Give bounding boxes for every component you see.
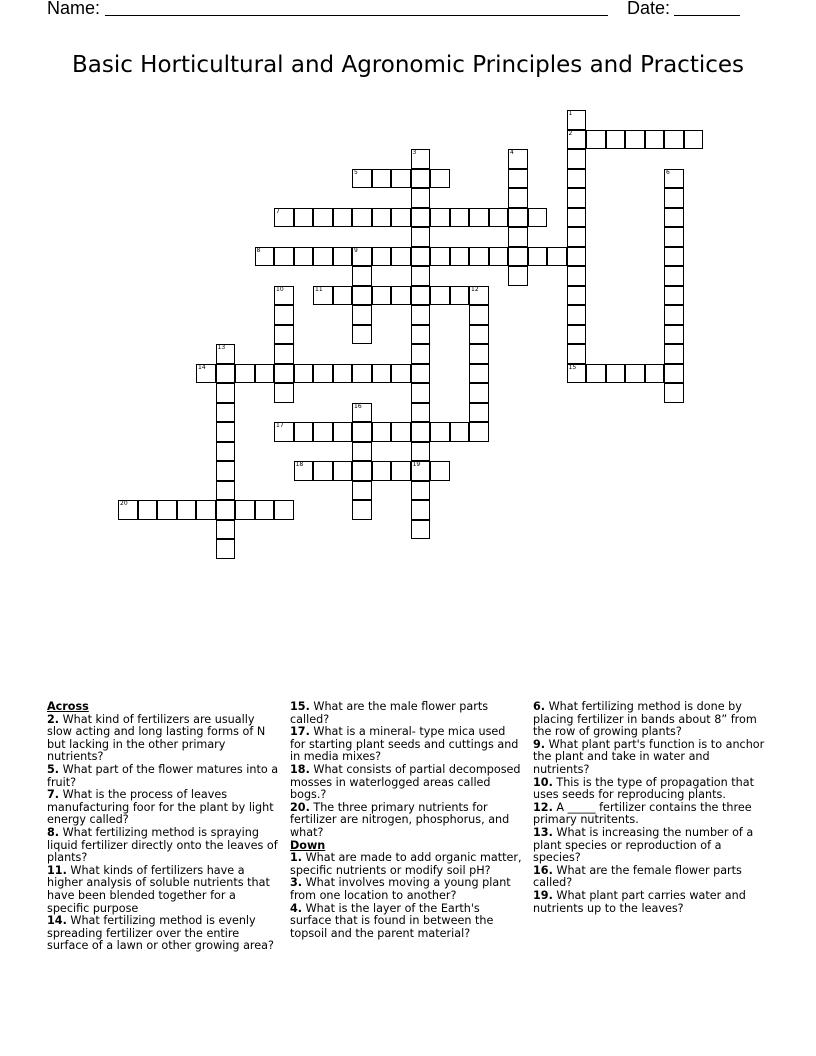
crossword-cell[interactable] (411, 461, 431, 481)
crossword-cell[interactable] (625, 130, 645, 150)
clue-list-down-1 (290, 852, 524, 940)
crossword-cell[interactable] (391, 364, 411, 384)
clue-number-label: 4 (510, 149, 514, 156)
crossword-cell[interactable] (664, 266, 684, 286)
crossword-cell[interactable] (508, 149, 528, 169)
across-heading: Across (47, 700, 89, 713)
crossword-cell[interactable] (372, 208, 392, 228)
crossword-cell[interactable] (567, 344, 587, 364)
crossword-cell[interactable] (274, 286, 294, 306)
crossword-cell[interactable] (138, 500, 158, 520)
crossword-cell[interactable] (430, 422, 450, 442)
crossword-cell[interactable] (567, 266, 587, 286)
crossword-cell[interactable] (294, 208, 314, 228)
crossword-cell[interactable] (352, 442, 372, 462)
crossword-cell[interactable] (567, 130, 587, 150)
clue-number-label: 8 (256, 246, 261, 254)
crossword-cell[interactable] (508, 247, 528, 267)
clue-number: 1. (290, 851, 303, 865)
clue-number-label: 11 (315, 285, 323, 293)
crossword-cell[interactable] (313, 208, 333, 228)
clue-number-label: 10 (276, 285, 284, 293)
crossword-cell[interactable] (469, 344, 489, 364)
crossword-cell[interactable] (645, 130, 665, 150)
crossword-cell[interactable] (333, 208, 353, 228)
clue-text: What kinds of fertilizers have a higher analysis of soluble nutrients that have been blended together for a specific purpose (47, 863, 270, 915)
down-heading: Down (290, 838, 326, 852)
clue-number: 6. (533, 700, 546, 713)
clue-item (47, 915, 281, 953)
clue-number: 3. (290, 876, 303, 890)
clue-item (290, 852, 524, 877)
clue-text: What kind of fertilizers are usually slow acting and long lasting forms of N but lacking in the other primary nutrients? (47, 712, 266, 764)
crossword-cell[interactable] (664, 247, 684, 267)
crossword-cell[interactable] (586, 364, 606, 384)
crossword-cell[interactable] (508, 169, 528, 189)
clue-number-label: 5 (354, 168, 358, 176)
crossword-cell[interactable] (664, 130, 684, 150)
crossword-cell[interactable] (664, 286, 684, 306)
clue-item (533, 739, 767, 777)
clue-number: 12. (533, 800, 553, 814)
clue-number: 10. (533, 775, 553, 789)
clue-number-label: 19 (412, 461, 421, 468)
crossword-cell[interactable] (567, 208, 587, 228)
crossword-cell[interactable] (430, 247, 450, 267)
crossword-cell[interactable] (450, 286, 470, 306)
clue-text: What fertilizing method is done by placing fertilizer in bands about 8” from the row of growing plants? (533, 700, 757, 739)
crossword-cell[interactable] (450, 422, 470, 442)
crossword-cell[interactable] (567, 149, 587, 169)
clue-text: What plant part's function is to anchor the plant and take in water and nutrients? (533, 737, 765, 776)
crossword-cell[interactable] (606, 364, 626, 384)
crossword-cell[interactable] (411, 247, 431, 267)
clue-item (47, 789, 281, 827)
crossword-cell[interactable] (216, 364, 236, 384)
crossword-cell[interactable] (411, 169, 431, 189)
crossword-cell[interactable] (567, 110, 587, 130)
crossword-cell[interactable] (216, 481, 236, 501)
crossword-cell[interactable] (274, 500, 294, 520)
crossword-cell[interactable] (274, 364, 294, 384)
crossword-cell[interactable] (216, 403, 236, 423)
clue-number: 19. (533, 888, 553, 902)
crossword-cell[interactable] (430, 169, 450, 189)
clue-text: What fertilizing method is spraying liquid fertilizer directly onto the leaves of plants? (47, 825, 278, 865)
crossword-cell[interactable] (567, 247, 587, 267)
clue-number: 18. (290, 762, 310, 776)
clue-column-1 (47, 701, 281, 953)
crossword-cell[interactable] (528, 208, 548, 228)
crossword-cell[interactable] (391, 461, 411, 481)
clue-number: 4. (290, 901, 303, 915)
clue-text: What are the male flower parts called? (290, 700, 489, 726)
crossword-cell[interactable] (372, 247, 392, 267)
crossword-cell[interactable] (333, 364, 353, 384)
crossword-cell[interactable] (274, 325, 294, 345)
crossword-cell[interactable] (469, 325, 489, 345)
crossword-cell[interactable] (352, 169, 372, 189)
crossword-cell[interactable] (216, 461, 236, 481)
crossword-cell[interactable] (411, 325, 431, 345)
crossword-cell[interactable] (664, 208, 684, 228)
clue-number-label: 7 (276, 207, 280, 215)
crossword-cell[interactable] (411, 520, 431, 540)
crossword-cell[interactable] (567, 286, 587, 306)
clue-number: 9. (533, 737, 546, 751)
clue-column-3 (533, 701, 767, 915)
clue-text: What is the process of leaves manufacturing foor for the plant by light energy called? (47, 788, 274, 827)
crossword-cell[interactable] (352, 403, 372, 423)
crossword-cell[interactable] (450, 208, 470, 228)
name-label: Name: (47, 0, 101, 18)
clue-text: What plant part carries water and nutrients up to the leaves? (533, 888, 746, 915)
crossword-cell[interactable] (372, 422, 392, 442)
crossword-cell[interactable] (567, 364, 587, 384)
crossword-cell[interactable] (664, 364, 684, 384)
crossword-cell[interactable] (411, 344, 431, 364)
crossword-cell[interactable] (294, 247, 314, 267)
crossword-cell[interactable] (411, 188, 431, 208)
crossword-cell[interactable] (352, 208, 372, 228)
clue-number: 17. (290, 725, 310, 739)
crossword-cell[interactable] (664, 305, 684, 325)
crossword-cell[interactable] (216, 422, 236, 442)
crossword-cell[interactable] (411, 442, 431, 462)
clue-item (47, 714, 281, 764)
crossword-cell[interactable] (313, 364, 333, 384)
crossword-cell[interactable] (216, 344, 236, 364)
crossword-cell[interactable] (352, 481, 372, 501)
clue-number: 14. (47, 914, 67, 928)
crossword-cell[interactable] (177, 500, 197, 520)
crossword-cell[interactable] (411, 286, 431, 306)
crossword-cell[interactable] (411, 266, 431, 286)
crossword-cell[interactable] (352, 461, 372, 481)
crossword-cell[interactable] (411, 403, 431, 423)
clue-item (533, 890, 767, 915)
crossword-cell[interactable] (352, 247, 372, 267)
crossword-cell[interactable] (411, 500, 431, 520)
clue-item (533, 802, 767, 827)
clue-item (533, 865, 767, 890)
crossword-cell[interactable] (469, 286, 489, 306)
clue-number-label: 18 (295, 461, 304, 468)
clue-text: What is the layer of the Earth's surface that is found in between the topsoil and the parent material? (290, 901, 494, 940)
crossword-cell[interactable] (411, 383, 431, 403)
clue-item (47, 865, 281, 915)
crossword-cell[interactable] (411, 481, 431, 501)
crossword-cell[interactable] (216, 383, 236, 403)
clue-list-down-2 (533, 701, 767, 915)
crossword-cell[interactable] (391, 422, 411, 442)
crossword-cell[interactable] (196, 364, 216, 384)
clue-item (290, 802, 524, 840)
clue-number-label: 14 (198, 363, 206, 371)
crossword-cell[interactable] (508, 227, 528, 247)
crossword-cell[interactable] (352, 305, 372, 325)
crossword-cell[interactable] (255, 364, 275, 384)
crossword-cell[interactable] (333, 286, 353, 306)
crossword-cell[interactable] (352, 364, 372, 384)
crossword-cell[interactable] (391, 247, 411, 267)
crossword-cell[interactable] (489, 208, 509, 228)
clue-number: 11. (47, 863, 67, 877)
crossword-cell[interactable] (508, 188, 528, 208)
clue-number-label: 13 (217, 344, 226, 351)
crossword-cell[interactable] (255, 500, 275, 520)
page-title: Basic Horticultural and Agronomic Principles and Practices (71, 52, 745, 78)
clue-number-label: 15 (568, 363, 577, 371)
crossword-cell[interactable] (430, 286, 450, 306)
crossword-cell[interactable] (391, 286, 411, 306)
crossword-cell[interactable] (567, 227, 587, 247)
clue-number-label: 16 (354, 402, 362, 410)
crossword-cell[interactable] (411, 227, 431, 247)
crossword-cell[interactable] (684, 130, 704, 150)
clue-number: 15. (290, 700, 310, 713)
crossword-cell[interactable] (411, 208, 431, 228)
crossword-cell[interactable] (450, 247, 470, 267)
clue-text: This is the type of propagation that uses seeds for reproducing plants. (533, 775, 755, 802)
crossword-cell[interactable] (235, 500, 255, 520)
crossword-cell[interactable] (411, 422, 431, 442)
crossword-cell[interactable] (664, 227, 684, 247)
clue-number-label: 6 (666, 168, 670, 176)
clue-number-label: 3 (412, 149, 417, 156)
crossword-cell[interactable] (216, 500, 236, 520)
crossword-cell[interactable] (313, 286, 333, 306)
crossword-cell[interactable] (411, 149, 431, 169)
crossword-cell[interactable] (469, 383, 489, 403)
clue-text: The three primary nutrients for fertilizer are nitrogen, phosphorus, and what? (290, 800, 510, 839)
crossword-cell[interactable] (411, 364, 431, 384)
clue-text: What fertilizing method is evenly spreading fertilizer over the entire surface of a lawn or other growing area? (47, 914, 274, 953)
crossword-cell[interactable] (235, 364, 255, 384)
clue-number-label: 12 (471, 285, 479, 293)
date-label: Date: (627, 0, 671, 18)
clue-text: What is a mineral- type mica used for starting plant seeds and cuttings and in media mixes? (290, 725, 519, 764)
clue-list-across-2 (290, 701, 524, 840)
crossword-cell[interactable] (313, 461, 333, 481)
clue-item (290, 764, 524, 802)
crossword-cell[interactable] (352, 422, 372, 442)
crossword-cell[interactable] (469, 422, 489, 442)
crossword-cell[interactable] (294, 461, 314, 481)
crossword-cell[interactable] (567, 325, 587, 345)
crossword-cell[interactable] (352, 325, 372, 345)
crossword-cell[interactable] (352, 266, 372, 286)
crossword-cell[interactable] (567, 169, 587, 189)
clue-item (47, 764, 281, 789)
crossword-cell[interactable] (274, 383, 294, 403)
crossword-cell[interactable] (352, 500, 372, 520)
crossword-cell[interactable] (586, 130, 606, 150)
clue-number-label: 1 (568, 110, 573, 117)
crossword-cell[interactable] (489, 247, 509, 267)
crossword-cell[interactable] (333, 461, 353, 481)
clue-item (47, 827, 281, 865)
crossword-cell[interactable] (664, 169, 684, 189)
clue-number-label: 2 (568, 129, 573, 137)
crossword-cell[interactable] (274, 344, 294, 364)
crossword-cell[interactable] (274, 422, 294, 442)
crossword-cell[interactable] (313, 247, 333, 267)
crossword-cell[interactable] (391, 169, 411, 189)
crossword-cell[interactable] (430, 461, 450, 481)
clue-item (533, 701, 767, 739)
clue-number-label: 17 (276, 422, 284, 429)
crossword-cell[interactable] (216, 442, 236, 462)
crossword-cell[interactable] (118, 500, 138, 520)
crossword-cell[interactable] (567, 188, 587, 208)
clue-text: What involves moving a young plant from one location to another? (290, 876, 511, 902)
crossword-cell[interactable] (430, 208, 450, 228)
crossword-cell[interactable] (352, 286, 372, 306)
clue-number: 16. (533, 863, 553, 877)
crossword-cell[interactable] (372, 169, 392, 189)
crossword-cell[interactable] (274, 208, 294, 228)
crossword-cell[interactable] (508, 266, 528, 286)
clue-number-label: 9 (354, 246, 358, 254)
crossword-cell[interactable] (255, 247, 275, 267)
crossword-cell[interactable] (372, 461, 392, 481)
crossword-cell[interactable] (469, 403, 489, 423)
clue-number: 13. (533, 825, 553, 839)
clue-number: 7. (47, 788, 60, 802)
crossword-cell[interactable] (391, 208, 411, 228)
crossword-cell[interactable] (664, 383, 684, 403)
clue-item (290, 701, 524, 726)
crossword-cell[interactable] (372, 364, 392, 384)
clue-number: 2. (47, 712, 60, 726)
clue-number: 8. (47, 825, 60, 839)
clue-number-label: 20 (120, 500, 128, 507)
crossword-cell[interactable] (528, 247, 548, 267)
clue-text: A _____ fertilizer contains the three primary nutritents. (533, 800, 752, 827)
clue-text: What are made to add organic matter, specific nutrients or modify soil pH? (290, 851, 522, 877)
clue-list-across-1 (47, 714, 281, 953)
crossword-cell[interactable] (664, 188, 684, 208)
crossword-cell[interactable] (469, 305, 489, 325)
crossword-cell[interactable] (469, 208, 489, 228)
crossword-cell[interactable] (372, 286, 392, 306)
crossword-cell[interactable] (333, 422, 353, 442)
crossword-cell[interactable] (333, 247, 353, 267)
clue-text: What part of the flower matures into a fruit? (47, 762, 279, 789)
crossword-cell[interactable] (508, 208, 528, 228)
clue-item (290, 903, 524, 941)
clue-number: 5. (47, 762, 60, 776)
crossword-cell[interactable] (216, 539, 236, 559)
crossword-cell[interactable] (645, 364, 665, 384)
clue-text: What consists of partial decomposed mosses in waterlogged areas called bogs.? (290, 762, 521, 802)
crossword-cell[interactable] (294, 364, 314, 384)
clue-item (533, 827, 767, 865)
clue-number: 20. (290, 800, 310, 814)
clue-text: What is increasing the number of a plant species or reproduction of a species? (533, 825, 754, 865)
crossword-cell[interactable] (664, 344, 684, 364)
crossword-cell[interactable] (567, 305, 587, 325)
clue-item (290, 877, 524, 902)
clue-item (533, 777, 767, 802)
crossword-cell[interactable] (606, 130, 626, 150)
clue-item (290, 726, 524, 764)
crossword-cell[interactable] (196, 500, 216, 520)
crossword-cell[interactable] (625, 364, 645, 384)
clue-column-2 (290, 701, 524, 940)
crossword-cell[interactable] (411, 305, 431, 325)
crossword-cell[interactable] (157, 500, 177, 520)
crossword-cell[interactable] (547, 247, 567, 267)
crossword-cell[interactable] (216, 520, 236, 540)
crossword-cell[interactable] (469, 247, 489, 267)
crossword-cell[interactable] (469, 364, 489, 384)
clue-text: What are the female flower parts called? (533, 863, 742, 890)
crossword-cell[interactable] (274, 305, 294, 325)
crossword-cell[interactable] (313, 422, 333, 442)
crossword-cell[interactable] (294, 422, 314, 442)
crossword-cell[interactable] (664, 325, 684, 345)
crossword-cell[interactable] (274, 247, 294, 267)
